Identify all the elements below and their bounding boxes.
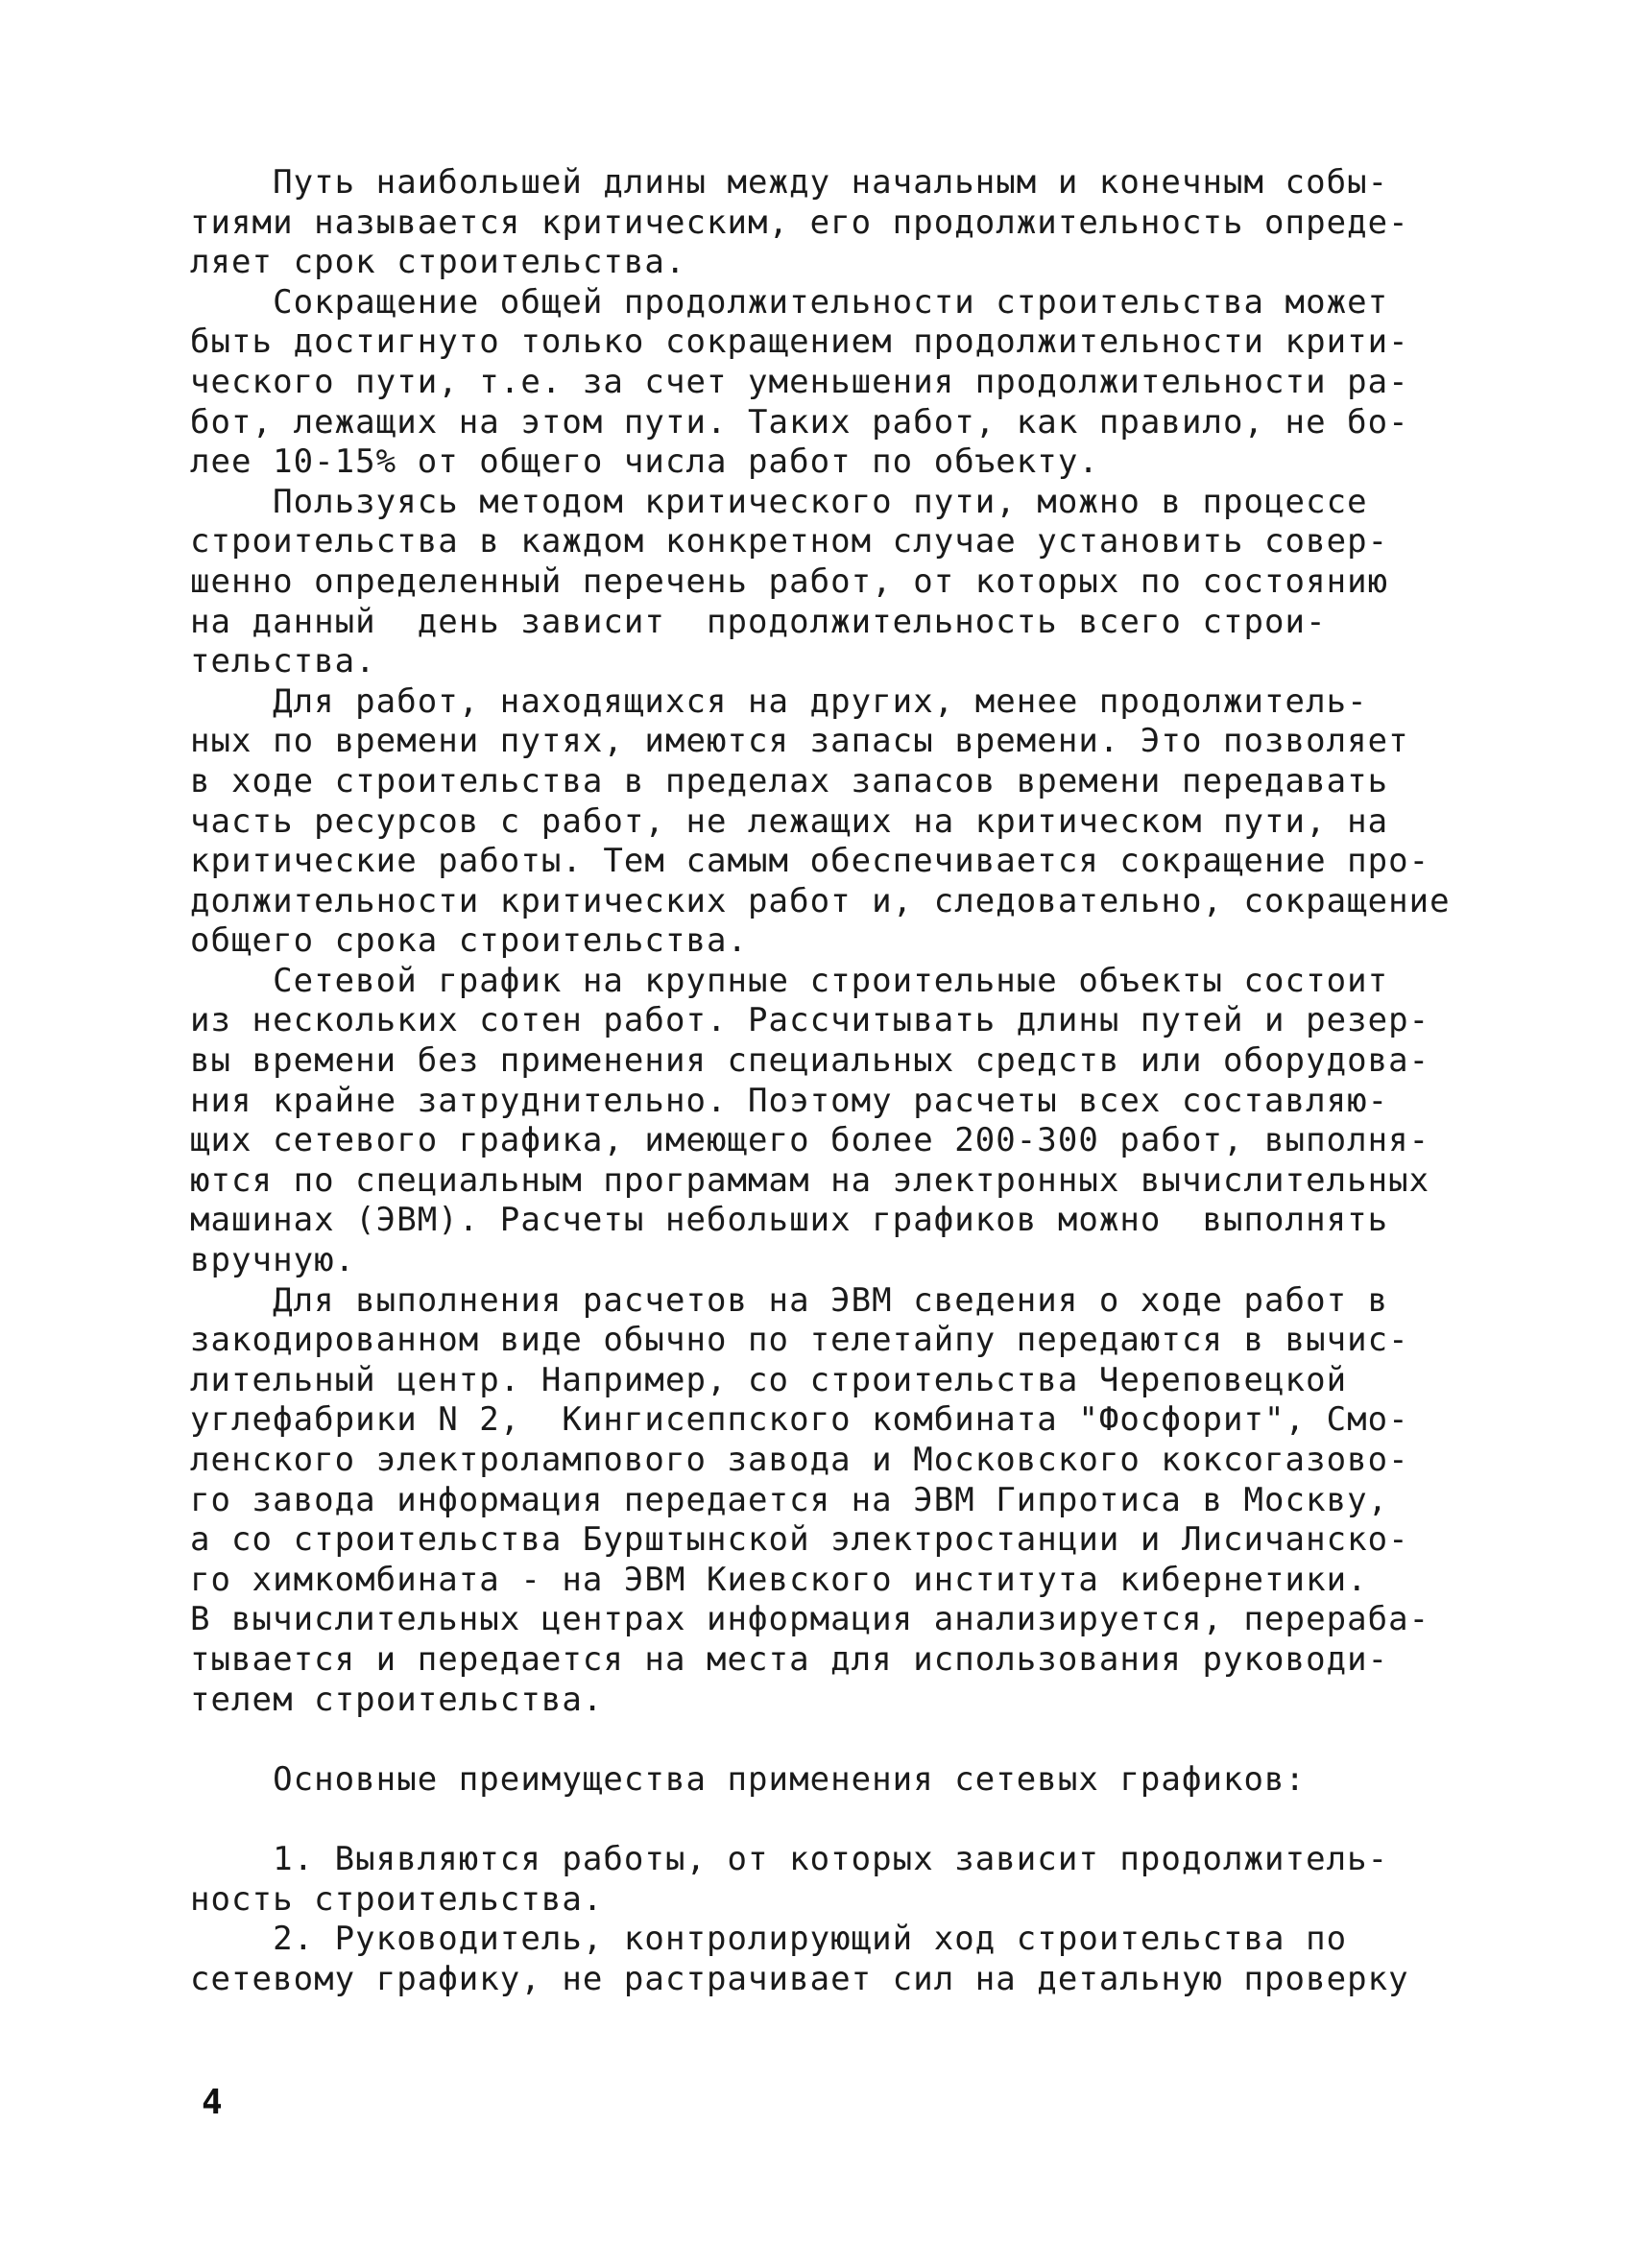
text-line: машинах (ЭВМ). Расчеты небольших графиков можно выполнять [190, 1201, 1389, 1240]
text-line: ных по времени путях, имеются запасы времени. Это позволяет [190, 722, 1409, 761]
text-line: критические работы. Тем самым обеспечивается сокращение про- [190, 842, 1430, 881]
blank-line [190, 1800, 1424, 1840]
text-line: ность строительства. [190, 1879, 604, 1919]
text-line: общего срока строительства. [190, 921, 749, 961]
text-line: 2. Руководитель, контролирующий ход строительства по [190, 1920, 1348, 1959]
text-line: вручную. [190, 1241, 356, 1280]
blank-line [190, 1720, 1424, 1760]
text-line: го завода информация передается на ЭВМ Гипротиса в Москву, [190, 1480, 1389, 1519]
text-line: сетевому графику, не растрачивает сил на детальную проверку [190, 1959, 1409, 1998]
text-line: строительства в каждом конкретном случае установить совер- [190, 522, 1389, 561]
text-line: часть ресурсов с работ, не лежащих на критическом пути, на [190, 801, 1389, 841]
text-line: быть достигнуто только сокращением продолжительности крити- [190, 322, 1409, 362]
text-line: лительный центр. Например, со строительства Череповецкой [190, 1360, 1348, 1399]
text-line: лее 10-15% от общего числа работ по объекту. [190, 442, 1099, 482]
text-line: Для выполнения расчетов на ЭВМ сведения о ходе работ в [190, 1280, 1389, 1320]
page-number: 4 [202, 2083, 223, 2122]
text-line: тиями называется критическим, его продолжительность опреде- [190, 203, 1409, 242]
text-line: а со строительства Бурштынской электростанции и Лисичанско- [190, 1520, 1409, 1560]
body-text [190, 163, 1451, 1999]
text-line: из нескольких сотен работ. Рассчитывать длины путей и резер- [190, 1001, 1430, 1040]
text-line: в ходе строительства в пределах запасов времени передавать [190, 761, 1389, 800]
text-line: должительности критических работ и, следовательно, сокращение [190, 881, 1451, 920]
text-line: ческого пути, т.е. за счет уменьшения продолжительности ра- [190, 362, 1409, 401]
text-line: ния крайне затруднительно. Поэтому расчеты всех составляю- [190, 1081, 1389, 1120]
text-line: Основные преимущества применения сетевых графиков: [190, 1759, 1307, 1799]
text-line: тывается и передается на места для использования руководи- [190, 1639, 1389, 1679]
text-line: Пользуясь методом критического пути, можно в процессе [190, 482, 1368, 521]
text-line: ленского электролампового завода и Московского коксогазово- [190, 1441, 1409, 1479]
text-line: щих сетевого графика, имеющего более 200-300 работ, выполня- [190, 1121, 1430, 1160]
text-line: бот, лежащих на этом пути. Таких работ, как правило, не бо- [190, 402, 1409, 442]
text-line: В вычислительных центрах информация анализируется, перераба- [190, 1600, 1430, 1639]
text-line: на данный день зависит продолжительность всего строи- [190, 602, 1327, 641]
text-line: Сетевой график на крупные строительные объекты состоит [190, 961, 1389, 1000]
text-line: ются по специальным программам на электронных вычислительных [190, 1160, 1430, 1200]
text-line: углефабрики N 2, Кингисеппского комбината "Фосфорит", Смо- [190, 1400, 1409, 1440]
text-line: 1. Выявляются работы, от которых зависит продолжитель- [190, 1839, 1389, 1878]
text-line: вы времени без применения специальных средств или оборудова- [190, 1041, 1430, 1081]
text-line: Для работ, находящихся на других, менее продолжитель- [190, 681, 1368, 721]
text-line: го химкомбината - на ЭВМ Киевского института кибернетики. [190, 1560, 1368, 1599]
text-line: Путь наибольшей длины между начальным и конечным собы- [190, 163, 1389, 202]
text-line: телем строительства. [190, 1680, 604, 1719]
text-line: ляет срок строительства. [190, 243, 686, 282]
text-line: шенно определенный перечень работ, от которых по состоянию [190, 561, 1389, 601]
text-line: Сокращение общей продолжительности строительства может [190, 282, 1389, 322]
text-line: тельства. [190, 642, 376, 681]
text-line: закодированном виде обычно по телетайпу передаются в вычис- [190, 1321, 1409, 1360]
